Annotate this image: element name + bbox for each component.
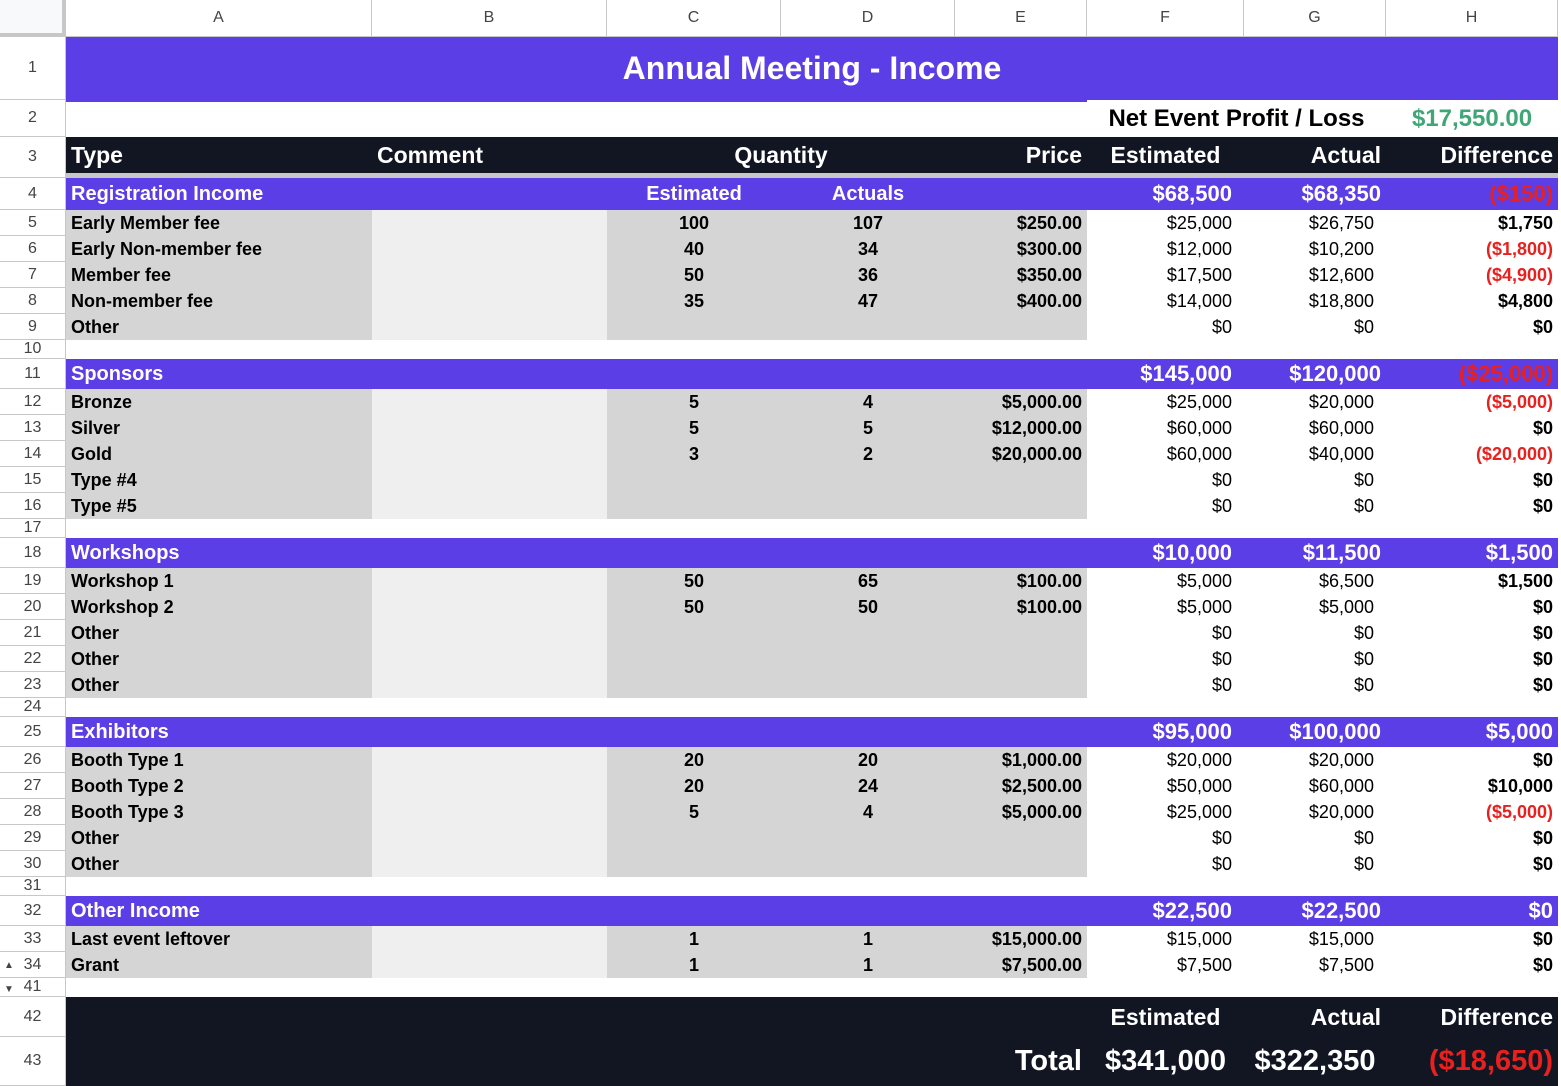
price-cell[interactable] <box>955 620 1087 646</box>
quantity-actual-cell[interactable]: 1 <box>781 926 955 952</box>
row-header-25[interactable]: 25 <box>0 717 66 747</box>
actual-cell: $0 <box>1353 827 1374 848</box>
comment-cell[interactable] <box>372 825 607 851</box>
type-cell[interactable]: Other <box>66 620 372 646</box>
row-header-29[interactable]: 29 <box>0 825 66 851</box>
estimated-cell: $60,000 <box>1166 443 1232 464</box>
row-header-20[interactable]: 20 <box>0 594 66 620</box>
header-difference: Difference <box>1440 141 1553 168</box>
difference-cell: $10,000 <box>1487 775 1553 796</box>
row-header-2[interactable]: 2 <box>0 100 66 137</box>
estimated-cell: $0 <box>1211 648 1232 669</box>
item-row <box>66 646 1558 672</box>
row-header-23[interactable]: 23 <box>0 672 66 698</box>
row-header-7[interactable]: 7 <box>0 262 66 288</box>
estimated-cell: $25,000 <box>1166 212 1232 233</box>
section-row-1 <box>66 359 1558 389</box>
row-header-33[interactable]: 33 <box>0 926 66 952</box>
column-header-b[interactable]: B <box>372 0 607 37</box>
type-cell[interactable]: Grant <box>66 952 372 978</box>
quantity-estimated-cell[interactable] <box>607 314 781 340</box>
difference-cell: $0 <box>1532 648 1553 669</box>
totals-difference-label: Difference <box>1440 1003 1553 1030</box>
quantity-estimated-cell[interactable]: 3 <box>607 441 781 467</box>
type-cell[interactable]: Other <box>66 314 372 340</box>
item-row <box>66 594 1558 620</box>
row-header-1[interactable]: 1 <box>0 37 66 100</box>
row-header-11[interactable]: 11 <box>0 359 66 389</box>
estimated-cell: $0 <box>1211 316 1232 337</box>
comment-cell[interactable] <box>372 773 607 799</box>
section-difference-total: $5,000 <box>1485 719 1553 744</box>
actual-cell: $0 <box>1353 495 1374 516</box>
item-row <box>66 441 1558 467</box>
comment-cell[interactable] <box>372 672 607 698</box>
item-row <box>66 773 1558 799</box>
row-header-5[interactable]: 5 <box>0 210 66 236</box>
quantity-actual-cell[interactable]: 5 <box>781 415 955 441</box>
section-row-4 <box>66 896 1558 926</box>
actual-cell: $12,600 <box>1308 264 1374 285</box>
sub-header-estimated: Estimated <box>646 182 742 205</box>
actual-cell: $0 <box>1353 853 1374 874</box>
row-header-18[interactable]: 18 <box>0 538 66 568</box>
comment-cell[interactable] <box>372 952 607 978</box>
difference-cell: $4,800 <box>1497 290 1553 311</box>
price-cell[interactable]: $5,000.00 <box>955 799 1087 825</box>
comment-cell[interactable] <box>372 493 607 519</box>
row-header-17[interactable]: 17 <box>0 519 66 538</box>
type-cell[interactable]: Other <box>66 672 372 698</box>
sub-header-actuals: Actuals <box>831 182 905 205</box>
column-header-c[interactable]: C <box>607 0 781 37</box>
difference-cell: $0 <box>1532 495 1553 516</box>
row-header-8[interactable]: 8 <box>0 288 66 314</box>
net-profit-value: $17,550.00 <box>1411 104 1533 132</box>
select-all-corner[interactable] <box>0 0 66 37</box>
row-header-24[interactable]: 24 <box>0 698 66 717</box>
item-row <box>66 672 1558 698</box>
row-header-32[interactable]: 32 <box>0 896 66 926</box>
item-row <box>66 799 1558 825</box>
section-estimated-total: $22,500 <box>1152 898 1232 923</box>
quantity-estimated-cell[interactable]: 1 <box>607 952 781 978</box>
row-header-15[interactable]: 15 <box>0 467 66 493</box>
type-cell[interactable]: Booth Type 1 <box>66 747 372 773</box>
item-row <box>66 415 1558 441</box>
actual-cell: $20,000 <box>1308 801 1374 822</box>
quantity-actual-cell[interactable] <box>781 672 955 698</box>
type-cell[interactable]: Other <box>66 851 372 877</box>
section-title: Sponsors <box>71 362 164 385</box>
section-actual-total: $68,350 <box>1301 181 1381 206</box>
item-row <box>66 747 1558 773</box>
quantity-estimated-cell[interactable]: 100 <box>607 210 781 236</box>
actual-cell: $6,500 <box>1318 570 1374 591</box>
price-cell[interactable]: $5,000.00 <box>955 389 1087 415</box>
row-header-13[interactable]: 13 <box>0 415 66 441</box>
difference-cell: $0 <box>1532 954 1553 975</box>
total-difference: ($18,650) <box>1428 1045 1553 1077</box>
item-row <box>66 262 1558 288</box>
quantity-actual-cell[interactable] <box>781 467 955 493</box>
quantity-estimated-cell[interactable] <box>607 825 781 851</box>
net-profit-row <box>66 100 1558 137</box>
column-header-e[interactable]: E <box>955 0 1087 37</box>
total-label: Total <box>1014 1045 1082 1077</box>
row-header-26[interactable]: 26 <box>0 747 66 773</box>
price-cell[interactable]: $2,500.00 <box>955 773 1087 799</box>
type-cell[interactable]: Workshop 2 <box>66 594 372 620</box>
comment-cell[interactable] <box>372 594 607 620</box>
quantity-estimated-cell[interactable] <box>607 672 781 698</box>
total-actual: $322,350 <box>1254 1045 1376 1077</box>
section-title: Other Income <box>71 899 200 922</box>
section-estimated-total: $10,000 <box>1152 540 1232 565</box>
comment-cell[interactable] <box>372 926 607 952</box>
row-header-10[interactable]: 10 <box>0 340 66 359</box>
price-cell[interactable] <box>955 825 1087 851</box>
actual-cell: $20,000 <box>1308 391 1374 412</box>
actual-cell: $26,750 <box>1308 212 1374 233</box>
row-header-9[interactable]: 9 <box>0 314 66 340</box>
row-header-30[interactable]: 30 <box>0 851 66 877</box>
estimated-cell: $0 <box>1211 674 1232 695</box>
price-cell[interactable]: $400.00 <box>955 288 1087 314</box>
type-cell[interactable]: Type #5 <box>66 493 372 519</box>
item-row <box>66 952 1558 978</box>
price-cell[interactable]: $20,000.00 <box>955 441 1087 467</box>
type-cell[interactable]: Other <box>66 646 372 672</box>
actual-cell: $18,800 <box>1308 290 1374 311</box>
quantity-actual-cell[interactable]: 24 <box>781 773 955 799</box>
estimated-cell: $0 <box>1211 495 1232 516</box>
difference-cell: $0 <box>1532 853 1553 874</box>
header-price: Price <box>1025 141 1082 168</box>
quantity-actual-cell[interactable]: 65 <box>781 568 955 594</box>
total-estimated: $341,000 <box>1105 1045 1226 1077</box>
actual-cell: $0 <box>1353 674 1374 695</box>
row-header-16[interactable]: 16 <box>0 493 66 519</box>
section-title: Workshops <box>71 541 180 564</box>
section-actual-total: $22,500 <box>1301 898 1381 923</box>
item-row <box>66 493 1558 519</box>
quantity-estimated-cell[interactable] <box>607 620 781 646</box>
quantity-estimated-cell[interactable]: 50 <box>607 594 781 620</box>
totals-label-row <box>66 997 1558 1037</box>
estimated-cell: $7,500 <box>1176 954 1232 975</box>
difference-cell: $0 <box>1532 316 1553 337</box>
comment-cell[interactable] <box>372 467 607 493</box>
actual-cell: $10,200 <box>1308 238 1374 259</box>
type-cell[interactable]: Early Non-member fee <box>66 236 372 262</box>
comment-cell[interactable] <box>372 288 607 314</box>
row-header-3[interactable]: 3 <box>0 137 66 178</box>
quantity-actual-cell[interactable] <box>781 314 955 340</box>
comment-cell[interactable] <box>372 415 607 441</box>
difference-cell: $0 <box>1532 622 1553 643</box>
quantity-actual-cell[interactable] <box>781 493 955 519</box>
difference-cell: ($1,800) <box>1485 238 1553 259</box>
comment-cell[interactable] <box>372 314 607 340</box>
estimated-cell: $0 <box>1211 827 1232 848</box>
quantity-estimated-cell[interactable]: 5 <box>607 799 781 825</box>
row-header-43[interactable]: 43 <box>0 1037 66 1086</box>
estimated-cell: $20,000 <box>1166 749 1232 770</box>
price-cell[interactable]: $7,500.00 <box>955 952 1087 978</box>
section-estimated-total: $145,000 <box>1140 361 1232 386</box>
price-cell[interactable]: $15,000.00 <box>955 926 1087 952</box>
price-cell[interactable] <box>955 672 1087 698</box>
row-header-4[interactable]: 4 <box>0 178 66 210</box>
type-cell[interactable]: Type #4 <box>66 467 372 493</box>
quantity-actual-cell[interactable]: 2 <box>781 441 955 467</box>
section-actual-total: $11,500 <box>1302 540 1381 565</box>
expand-rows-up-icon[interactable]: ▲ <box>4 960 14 971</box>
quantity-estimated-cell[interactable]: 5 <box>607 415 781 441</box>
quantity-actual-cell[interactable] <box>781 646 955 672</box>
quantity-estimated-cell[interactable]: 40 <box>607 236 781 262</box>
actual-cell: $0 <box>1353 316 1374 337</box>
quantity-estimated-cell[interactable] <box>607 493 781 519</box>
estimated-cell: $0 <box>1211 469 1232 490</box>
item-row <box>66 851 1558 877</box>
price-cell[interactable] <box>955 851 1087 877</box>
section-actual-total: $120,000 <box>1289 361 1381 386</box>
difference-cell: $1,750 <box>1497 212 1553 233</box>
item-row <box>66 288 1558 314</box>
column-header-g[interactable]: G <box>1244 0 1386 37</box>
quantity-actual-cell[interactable]: 50 <box>781 594 955 620</box>
totals-value-row <box>66 1037 1558 1086</box>
difference-cell: $1,500 <box>1497 570 1553 591</box>
title-row <box>66 37 1558 100</box>
expand-rows-down-icon[interactable]: ▼ <box>4 984 14 995</box>
item-row <box>66 825 1558 851</box>
estimated-cell: $5,000 <box>1176 596 1232 617</box>
row-header-28[interactable]: 28 <box>0 799 66 825</box>
price-cell[interactable]: $100.00 <box>955 594 1087 620</box>
actual-cell: $15,000 <box>1308 928 1374 949</box>
quantity-estimated-cell[interactable] <box>607 467 781 493</box>
row-header-31[interactable]: 31 <box>0 877 66 896</box>
quantity-actual-cell[interactable]: 4 <box>781 389 955 415</box>
comment-cell[interactable] <box>372 236 607 262</box>
difference-cell: $0 <box>1532 674 1553 695</box>
quantity-estimated-cell[interactable]: 5 <box>607 389 781 415</box>
type-cell[interactable]: Silver <box>66 415 372 441</box>
quantity-actual-cell[interactable] <box>781 825 955 851</box>
row-header-14[interactable]: 14 <box>0 441 66 467</box>
row-header-12[interactable]: 12 <box>0 389 66 415</box>
header-quantity: Quantity <box>734 141 828 168</box>
quantity-estimated-cell[interactable]: 20 <box>607 773 781 799</box>
type-cell[interactable]: Member fee <box>66 262 372 288</box>
difference-cell: $0 <box>1532 417 1553 438</box>
section-difference-total: $1,500 <box>1485 540 1553 565</box>
section-title: Exhibitors <box>71 720 169 743</box>
quantity-estimated-cell[interactable]: 1 <box>607 926 781 952</box>
item-row <box>66 389 1558 415</box>
actual-cell: $7,500 <box>1318 954 1374 975</box>
section-estimated-total: $68,500 <box>1152 181 1232 206</box>
difference-cell: ($5,000) <box>1485 391 1553 412</box>
difference-cell: ($20,000) <box>1475 443 1553 464</box>
estimated-cell: $25,000 <box>1166 801 1232 822</box>
price-cell[interactable]: $350.00 <box>955 262 1087 288</box>
price-cell[interactable] <box>955 646 1087 672</box>
column-header-f[interactable]: F <box>1087 0 1244 37</box>
quantity-actual-cell[interactable] <box>781 851 955 877</box>
column-header-d[interactable]: D <box>781 0 955 37</box>
column-header-a[interactable]: A <box>66 0 372 37</box>
item-row <box>66 314 1558 340</box>
difference-cell: ($4,900) <box>1485 264 1553 285</box>
type-cell[interactable]: Bronze <box>66 389 372 415</box>
row-header-6[interactable]: 6 <box>0 236 66 262</box>
section-row-0 <box>66 178 1558 210</box>
section-row-2 <box>66 538 1558 568</box>
estimated-cell: $5,000 <box>1176 570 1232 591</box>
quantity-actual-cell[interactable]: 36 <box>781 262 955 288</box>
quantity-actual-cell[interactable]: 47 <box>781 288 955 314</box>
actual-cell: $0 <box>1353 648 1374 669</box>
quantity-estimated-cell[interactable] <box>607 646 781 672</box>
estimated-cell: $17,500 <box>1166 264 1232 285</box>
header-type: Type <box>71 141 123 168</box>
item-row <box>66 210 1558 236</box>
row-header-19[interactable]: 19 <box>0 568 66 594</box>
actual-cell: $20,000 <box>1308 749 1374 770</box>
type-cell[interactable]: Last event leftover <box>66 926 372 952</box>
comment-cell[interactable] <box>372 262 607 288</box>
comment-cell[interactable] <box>372 389 607 415</box>
price-cell[interactable]: $1,000.00 <box>955 747 1087 773</box>
difference-cell: $0 <box>1532 827 1553 848</box>
totals-actual-label: Actual <box>1310 1003 1381 1030</box>
comment-cell[interactable] <box>372 620 607 646</box>
type-cell[interactable]: Early Member fee <box>66 210 372 236</box>
title-underline <box>66 100 1087 102</box>
item-row <box>66 236 1558 262</box>
section-row-3 <box>66 717 1558 747</box>
row-header-41[interactable]: 41 <box>0 978 66 997</box>
totals-estimated-label: Estimated <box>1110 1003 1221 1030</box>
section-difference-total: $0 <box>1528 898 1553 923</box>
quantity-estimated-cell[interactable]: 50 <box>607 568 781 594</box>
type-cell[interactable]: Non-member fee <box>66 288 372 314</box>
comment-cell[interactable] <box>372 851 607 877</box>
type-cell[interactable]: Other <box>66 825 372 851</box>
estimated-cell: $14,000 <box>1166 290 1232 311</box>
item-row <box>66 568 1558 594</box>
difference-cell: $0 <box>1532 469 1553 490</box>
quantity-actual-cell[interactable]: 20 <box>781 747 955 773</box>
quantity-actual-cell[interactable]: 1 <box>781 952 955 978</box>
estimated-cell: $15,000 <box>1166 928 1232 949</box>
quantity-actual-cell[interactable]: 107 <box>781 210 955 236</box>
price-cell[interactable] <box>955 467 1087 493</box>
difference-cell: $0 <box>1532 596 1553 617</box>
quantity-actual-cell[interactable]: 34 <box>781 236 955 262</box>
section-title: Registration Income <box>71 182 264 205</box>
item-row <box>66 467 1558 493</box>
comment-cell[interactable] <box>372 646 607 672</box>
estimated-cell: $0 <box>1211 853 1232 874</box>
row-header-27[interactable]: 27 <box>0 773 66 799</box>
header-estimated: Estimated <box>1110 141 1221 168</box>
net-profit-label: Net Event Profit / Loss <box>1108 104 1365 132</box>
actual-cell: $60,000 <box>1308 417 1374 438</box>
type-cell[interactable]: Booth Type 2 <box>66 773 372 799</box>
estimated-cell: $25,000 <box>1166 391 1232 412</box>
section-estimated-total: $95,000 <box>1152 719 1232 744</box>
estimated-cell: $0 <box>1211 622 1232 643</box>
header-comment: Comment <box>377 141 484 168</box>
comment-cell[interactable] <box>372 747 607 773</box>
price-cell[interactable]: $12,000.00 <box>955 415 1087 441</box>
quantity-actual-cell[interactable] <box>781 620 955 646</box>
price-cell[interactable] <box>955 493 1087 519</box>
comment-cell[interactable] <box>372 210 607 236</box>
quantity-estimated-cell[interactable]: 35 <box>607 288 781 314</box>
actual-cell: $40,000 <box>1308 443 1374 464</box>
price-cell[interactable]: $100.00 <box>955 568 1087 594</box>
quantity-actual-cell[interactable]: 4 <box>781 799 955 825</box>
difference-cell: $0 <box>1532 928 1553 949</box>
row-header-21[interactable]: 21 <box>0 620 66 646</box>
item-row <box>66 926 1558 952</box>
quantity-estimated-cell[interactable]: 20 <box>607 747 781 773</box>
difference-cell: ($5,000) <box>1485 801 1553 822</box>
sheet-title: Annual Meeting - Income <box>66 37 1558 100</box>
section-difference-total: ($150) <box>1489 181 1553 206</box>
estimated-cell: $12,000 <box>1166 238 1232 259</box>
difference-cell: $0 <box>1532 749 1553 770</box>
comment-cell[interactable] <box>372 441 607 467</box>
actual-cell: $0 <box>1353 622 1374 643</box>
row-header-42[interactable]: 42 <box>0 997 66 1037</box>
actual-cell: $5,000 <box>1318 596 1374 617</box>
actual-cell: $60,000 <box>1308 775 1374 796</box>
type-cell[interactable]: Workshop 1 <box>66 568 372 594</box>
section-actual-total: $100,000 <box>1289 719 1381 744</box>
header-row <box>66 137 1558 178</box>
row-header-22[interactable]: 22 <box>0 646 66 672</box>
quantity-estimated-cell[interactable]: 50 <box>607 262 781 288</box>
actual-cell: $0 <box>1353 469 1374 490</box>
type-cell[interactable]: Booth Type 3 <box>66 799 372 825</box>
price-cell[interactable] <box>955 314 1087 340</box>
price-cell[interactable]: $300.00 <box>955 236 1087 262</box>
comment-cell[interactable] <box>372 568 607 594</box>
type-cell[interactable]: Gold <box>66 441 372 467</box>
estimated-cell: $60,000 <box>1166 417 1232 438</box>
item-row <box>66 620 1558 646</box>
estimated-cell: $50,000 <box>1166 775 1232 796</box>
quantity-estimated-cell[interactable] <box>607 851 781 877</box>
section-difference-total: ($25,000) <box>1458 361 1553 386</box>
row-header-34[interactable]: 34 <box>0 952 66 978</box>
comment-cell[interactable] <box>372 799 607 825</box>
column-header-h[interactable]: H <box>1386 0 1558 37</box>
price-cell[interactable]: $250.00 <box>955 210 1087 236</box>
header-actual: Actual <box>1310 141 1381 168</box>
